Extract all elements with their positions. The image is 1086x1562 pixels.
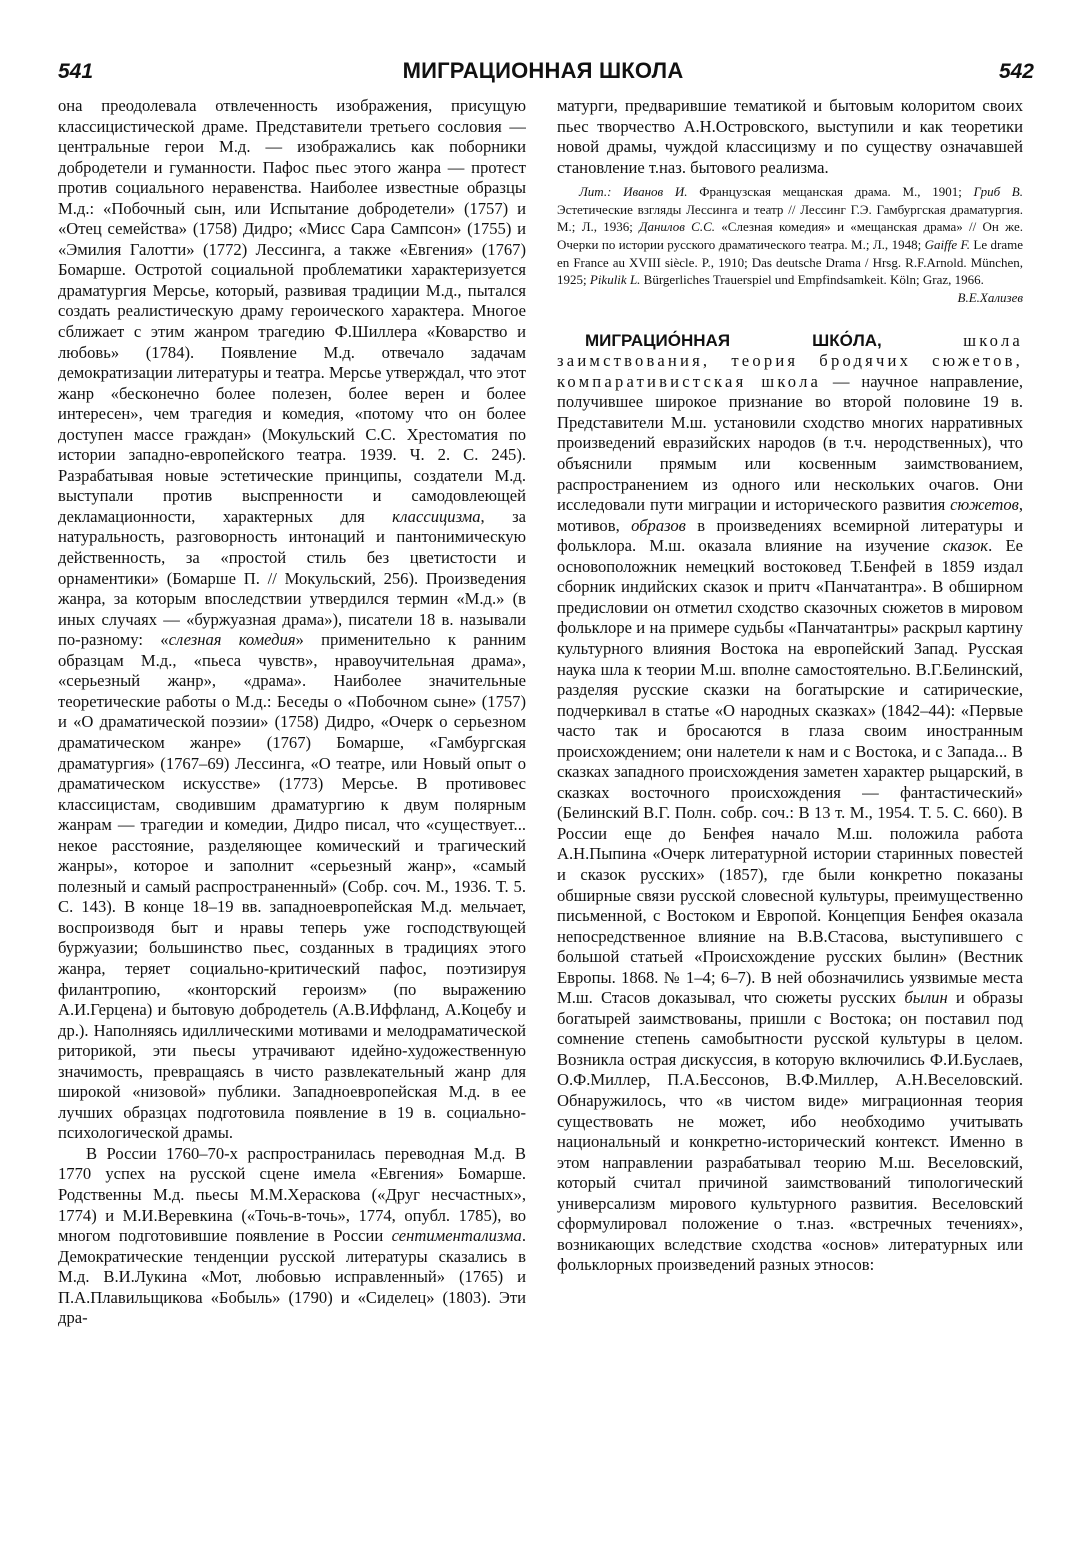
term-link: былин (904, 988, 948, 1008)
encyclopedia-entry: МИГРАЦИО́ННАЯ ШКО́ЛА, школа заимствования, теория бродячих сюжетов, компаративистская школа — научное направление, получившее широкое признание во второй половине 19 в. Представители М.ш. установили сходство многих нарративных произведений евразийских народов (в т.ч. неродственных), что объяснили прямым или косвенным заимствованием, распространением из одного или нескольких очагов. Они исследовали пути миграции и исторического развития сюжетов, мотивов, образов в произведениях всемирной литературы и фольклора. М.ш. оказала влияние на изучение сказок. Ее основоположник немецкий востоковед Т.Бенфей в 1859 издал сборник индийских сказок и притч «Панчатантра». В обширном предисловии он отметил сходство сказочных сюжетов в мировом фольклоре и на примере судьбы «Панчатантры» раскрыл картину культурного влияния Востока на европейский Запад. Русская наука шла к теории М.ш. вполне самостоятельно. В.Г.Белинский, разделяя русские сказки на богатырские и сатирические, подчеркивал в статье «О народных сказках» (1842–44): «Первые часто так и бросаются в глаза своим иностранным происхождением; они налетели к нам и с Востока, и с Запада... В сказках западного происхождения заметен характер рыцарский, в сказках восточного происхождения — фантастический» (Белинский В.Г. Полн. собр. соч.: В 13 т. М., 1954. Т. 5. С. 660). В России еще до Бенфея начало М.ш. положила работа А.Н.Пыпина «Очерк литературной истории старинных повестей и сказок русских» (1857), где были конкретно показаны обширные связи русской словесной культуры, преимущественно письменной, с Востоком и Европой. Концепция Бенфея оказала непосредственное влияние на В.В.Стасова, выступившего с большой статьей «Происхождение русских былин» (Вестник Европы. 1868. № 1–4; 6–7). В ней обозначились уязвимые места М.ш. Стасов доказывал, что сюжеты русских былин и образы богатырей заимствованы, пришли с Востока; он поставил под сомнение степень самобытности русской культуры в целом. Возникла острая дискуссия, в которую включились Ф.И.Буслаев, О.Ф.Миллер, П.А.Бессонов, В.Ф.Миллер, А.Н.Веселовский. Обнаружилось, что «в чистом виде» миграционная теория существовать не может, ибо необходимо учитывать национальный и конкретно-исторический контекст. Именно в этом направлении разрабатывал теорию М.ш. Веселовский, который считал причиной заимствований типологический универсализм мирового культурного развития. Веселовский сформулировал положение о т.наз. «встречных течениях», возникающих вследствие сходства «основ» литературных или фольклорных произведений разных этносов: (557, 330, 1023, 1275)
entry-headword: МИГРАЦИО́ННАЯ ШКО́ЛА, (585, 330, 882, 350)
page-number-left: 541 (58, 60, 94, 83)
term-link: классицизма (392, 506, 481, 526)
term-link: слезная комедия (168, 630, 296, 650)
paragraph: матурги, предварившие тематикой и бытовым колоритом своих пьес творчество А.Н.Островского, выступили и как теоретики новой драмы, чуждой классицизму и по существу означавшей становление т.наз. бытового реализма. (557, 96, 1023, 177)
term-link: образов (631, 515, 686, 535)
term-link: сказок (942, 536, 989, 556)
entry-synonyms: школа заимствования, теория бродячих сюжетов, компаративистская школа (557, 330, 1023, 391)
term-link: сюжетов (950, 495, 1019, 515)
page-number-right: 542 (998, 60, 1034, 83)
left-column (58, 96, 526, 1546)
right-column (557, 96, 1023, 1546)
running-header (0, 54, 1086, 90)
author-signature: В.Е.Хализев (957, 289, 1023, 305)
running-title: МИГРАЦИОННАЯ ШКОЛА (402, 58, 684, 83)
literature-list: Лит.: Иванов И. Французская мещанская драма. М., 1901; Гриб В. Эстетические взгляды Лессинга и театр // Лессинг Г.Э. Гамбургская драматургия. М.; Л., 1936; Данилов С.С. «Слезная комедия» и «мещанская драма» // Он же. Очерки по истории русского драматического театра. М.; Л., 1948; Gaiffe F. Le drame en France au XVIII siècle. P., 1910; Das deutsche Drama / Hrsg. R.F.Arnold. München, 1925; Pikulik L. Bürgerliches Trauerspiel und Empfindsamkeit. Köln; Graz, 1966. (557, 184, 1023, 288)
paragraph: В России 1760–70-х распространилась переводная М.д. В 1770 успех на русской сцене имела «Евгения» Бомарше. Родственны М.д. пьесы М.М.Хераскова («Друг несчастных», 1774) и М.И.Веревкина («Точь-в-точь», 1774, опубл. 1785), во многом подготовившие появление в России сентиментализма. Демократические тенденции русской литературы сказались в М.д. В.И.Лукина «Мот, любовью исправленный» (1765) и П.А.Плавильщикова «Бобыль» (1790) и «Сиделец» (1803). Эти дра- (58, 1143, 526, 1328)
term-link: сентиментализма (391, 1226, 522, 1246)
paragraph: она преодолевала отвлеченность изображения, присущую классицистической драме. Представители третьего сословия — центральные герои М.д. — изображались как поборники добродетели и гуманности. Пафос пьес этого жанра — протест против социального неравенства. Наиболее известные образцы М.д.: «Побочный сын, или Испытание добродетели» (1757) и «Отец семейства» (1758) Дидро; «Мисс Сара Сампсон» (1755) и «Эмилия Галотти» (1772) Лессинга, а также «Евгения» (1767) Бомарше. Остротой социальной проблематики характеризуется драматургия Мерсье, который, развивая традиции М.д., пытался создать реалистическую драму героического характера. Многое сближает с этим жанром трагедию Ф.Шиллера «Коварство и любовь» (1784). Появление М.д. отвечало задачам демократизации литературы и театра. Мерсье утверждал, что этот жанр «бесконечно более полезен, более верен и более интересен», чем трагедия и комедия, «потому что он более доступен массе граждан» (Мокульский С.С. Хрестоматия по истории западно-европейского театра. 1939. Ч. 2. С. 245). Разрабатывая новые эстетические принципы, создатели М.д. выступали против выспренности и самодовлеющей декламационности, характерных для классицизма, за натуральность, разговорность интонаций и пантонимическую действенность, за «простой стиль без цветистости и орнаментики» (Бомарше П. // Мокульский, 256). Произведения жанра, за которым впоследствии утвердился термин «М.д.» (в иных случаях — «буржуазная драма»), писатели 18 в. называли по-разному: «слезная комедия» применительно к ранним образцам М.д., «пьеса чувств», нравоучительная драма», «серьезный жанр», «драма». Наиболее значительные теоретические работы о М.д.: Беседы о «Побочном сыне» (1757) и «О драматической поэзии» (1758) Дидро, «Очерк о серьезном драматическом жанре» (1767) Бомарше, «Гамбургская драматургия» (1767–69) Лессинга, «О театре, или Новый опыт о драматическом искусстве» (1773) Мерсье. В противовес классицистам, сводившим драматургию к двум полярным жанрам — трагедии и комедии, Дидро писал, что «существует... некое расстояние, разделяющее комический и трагический жанры», которое и заполнит «серьезный жанр», «самый полезный и самый распространенный» (Собр. соч. М., 1936. Т. 5. С. 143). В конце 18–19 вв. западноевропейская М.д. мельчает, воспроизводя быт и нравы теперь уже господствующей буржуазии; большинство пьес, созданных в традициях этого жанра, теряет социально-критический пафос, поэтизируя филантропию, «конторский героизм» (по выражению А.И.Герцена) и бытовую добродетель (А.В.Иффланд, А.Коцебу и др.). Наполняясь идиллическими мотивами и мелодраматической риторикой, эти пьесы утрачивают идейно-художественную значимость, превращаясь в чисто развлекательный жанр для широкой «низовой» публики. Западноевропейская М.д. в ее лучших образцах подготовила появление в 19 в. социально-психологической драмы. (58, 96, 526, 1143)
